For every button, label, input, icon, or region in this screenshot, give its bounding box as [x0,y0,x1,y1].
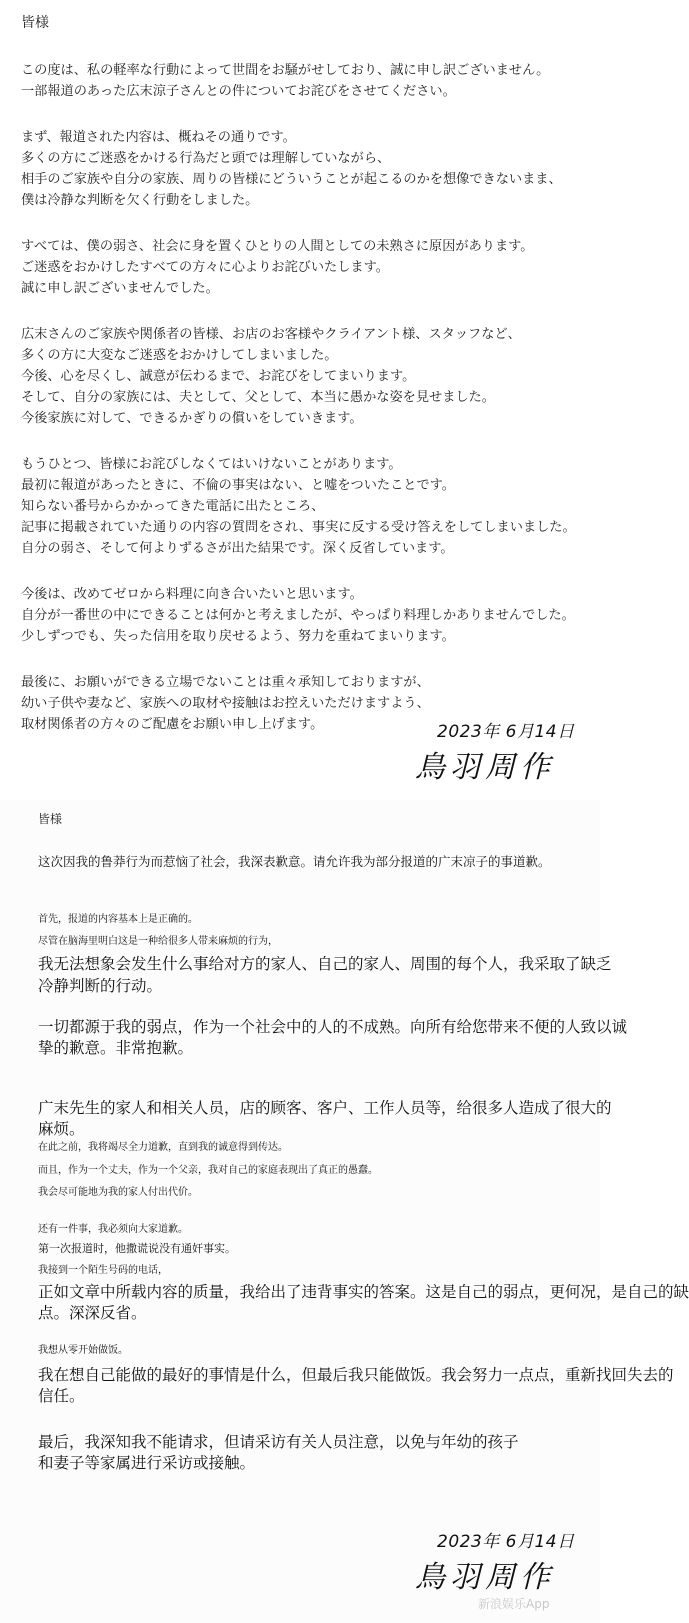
jp-line: 最初に報道があったときに、不倫の事実はない、と嘘をついたことです。 [21,478,455,493]
cn-date: 2023年 6月14日 [437,1532,575,1552]
jp-line: 僕は冷静な判断を欠く行動をしました。 [21,193,259,208]
jp-line: 今後、心を尽くし、誠意が伝わるまで、お詫びをしてまいります。 [21,369,416,384]
jp-greeting: 皆様 [21,15,49,31]
cn-line: 和妻子等家属进行采访或接触。 [38,1454,256,1472]
cn-line: 我无法想象会发生什么事给对方的家人、自己的家人、周围的每个人，我采取了缺乏 [38,955,612,973]
cn-line: 首先，报道的内容基本上是正确的。 [38,914,198,925]
cn-line: 还有一件事，我必须向大家道歉。 [38,1224,188,1235]
cn-line: 冷静判断的行动。 [38,977,163,995]
jp-line: この度は、私の軽率な行動によって世間をお騒がせしており、誠に申し訳ございません。 [21,63,550,78]
cn-line: 在此之前，我将竭尽全力道歉，直到我的诚意得到传达。 [38,1142,288,1153]
jp-paragraph [21,584,581,647]
cn-line: 第一次报道时，他撒谎说没有通奸事实。 [38,1242,236,1255]
cn-line: 最后，我深知我不能请求，但请采访有关人员注意，以免与年幼的孩子 [38,1433,519,1451]
cn-signature: 鳥羽周作 [415,1560,555,1595]
jp-line: 今後家族に対して、できるかぎりの償いをしていきます。 [21,411,363,426]
cn-line: 一切都源于我的弱点，作为一个社会中的人的不成熟。向所有给您带来不便的人致以诚 [38,1018,628,1036]
jp-line: 少しずつでも、失った信用を取り戻せるよう、努力を重ねてまいります。 [21,629,455,644]
jp-paragraph [21,236,581,299]
jp-line: 自分が一番世の中にできることは何かと考えましたが、やっぱり料理しかありませんでした。 [21,608,575,623]
jp-line: 記事に掲載されていた通りの内容の質問をされ、事実に反する受け答えをしてしまいました。 [21,520,576,535]
watermark: 新浪娱乐App [478,1597,550,1611]
jp-line: そして、自分の家族には、夫として、父として、本当に愚かな姿を見せました。 [21,390,495,405]
cn-line: 我在想自己能做的最好的事情是什么，但最后我只能做饭。我会努力一点点，重新找回失去的 [38,1366,674,1384]
jp-line: 一部報道のあった広末涼子さんとの件についてお詫びをさせてください。 [21,84,456,99]
jp-line: まず、報道された内容は、概ねその通りです。 [21,130,296,145]
jp-line: すべては、僕の弱さ、社会に身を置くひとりの人間としての未熟さに原因があります。 [21,239,534,254]
jp-paragraph [21,60,581,102]
jp-signature: 鳥羽周作 [415,750,555,785]
jp-line: ご迷惑をおかけしたすべての方々に心よりお詫びいたします。 [21,260,389,275]
jp-date: 2023年 6月14日 [437,722,575,742]
cn-line: 我接到一个陌生号码的电话， [38,1265,168,1276]
cn-line: 信任。 [38,1387,85,1405]
jp-line: 広末さんのご家族や関係者の皆様、お店のお客様やクライアント様、スタッフなど、 [21,327,521,342]
jp-line: 自分の弱さ、そして何よりずるさが出た結果です。深く反省しています。 [21,541,454,556]
jp-line: 相手のご家族や自分の家族、周りの皆様にどういうことが起こるのかを想像できないまま、 [21,172,562,187]
chinese-translation [0,800,689,1623]
jp-letter-body [21,60,581,760]
jp-paragraph [21,454,581,559]
cn-greeting: 皆様 [38,812,63,826]
cn-line: 我想从零开始做饭。 [38,1345,128,1356]
japanese-letter [0,0,600,800]
jp-paragraph [21,324,581,429]
cn-line: 挚的歉意。非常抱歉。 [38,1039,194,1057]
cn-line: 麻烦。 [38,1120,85,1138]
jp-line: 幼い子供や妻など、家族への取材や接触はお控えいただけますよう、 [21,696,430,711]
cn-line: 这次因我的鲁莽行为而惹恼了社会，我深表歉意。请允许我为部分报道的广末凉子的事道歉。 [38,854,551,869]
cn-line: 广末先生的家人和相关人员，店的顾客、客户、工作人员等，给很多人造成了很大的 [38,1099,612,1117]
jp-line: 多くの方に大変なご迷惑をおかけしてしまいました。 [21,348,338,363]
jp-line: もうひとつ、皆様にお詫びしなくてはいけないことがあります。 [21,457,402,472]
jp-line: 今後は、改めてゼロから料理に向き合いたいと思います。 [21,587,363,602]
jp-line: 取材関係者の方々のご配慮をお願い申し上げます。 [21,717,324,732]
jp-paragraph [21,127,581,211]
cn-line: 而且，作为一个丈夫，作为一个父亲，我对自己的家庭表现出了真正的愚蠢。 [38,1165,378,1176]
cn-line: 点。深深反省。 [38,1304,147,1322]
jp-line: 知らない番号からかかってきた電話に出たところ、 [21,499,325,514]
cn-line: 尽管在脑海里明白这是一种给很多人带来麻烦的行为， [38,936,278,947]
jp-line: 最後に、お願いができる立場でないことは重々承知しておりますが、 [21,675,430,690]
jp-line: 誠に申し訳ございませんでした。 [21,281,219,296]
cn-line: 我会尽可能地为我的家人付出代价。 [38,1187,198,1198]
cn-line: 正如文章中所载内容的质量，我给出了违背事实的答案。这是自己的弱点，更何况，是自己的缺 [38,1283,689,1301]
jp-line: 多くの方にご迷惑をかける行為だと頭では理解していながら、 [21,151,391,166]
